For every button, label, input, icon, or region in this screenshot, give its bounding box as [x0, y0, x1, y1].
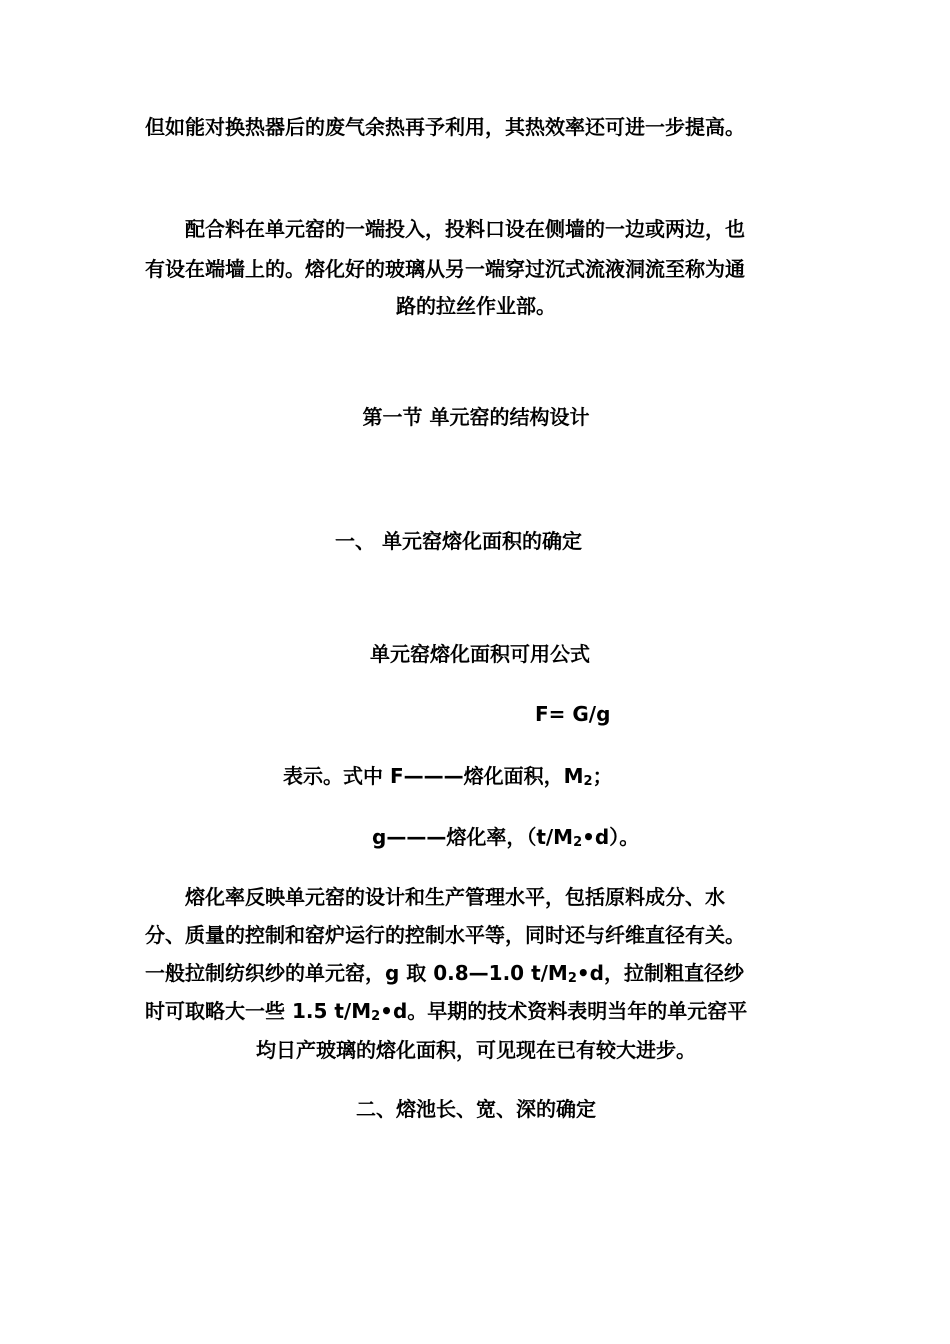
paragraph-line: 时可取略大一些 1.5 $t/M_2•d$。早期的技术资料表明当年的单元窑平	[145, 999, 748, 1024]
subsection-heading: 一、 单元窑熔化面积的确定	[335, 529, 582, 553]
paragraph-line: 路的拉丝作业部。	[396, 294, 556, 318]
paragraph-line: 有设在端墙上的。熔化好的玻璃从另一端穿过沉式流液洞流至称为通	[145, 257, 745, 281]
subsection-heading: 二、熔池长、宽、深的确定	[356, 1097, 596, 1121]
paragraph-line: 分、质量的控制和窑炉运行的控制水平等，同时还与纤维直径有关。	[145, 923, 745, 947]
paragraph-line: 熔化率反映单元窑的设计和生产管理水平，包括原料成分、水	[145, 885, 725, 909]
section-title: 第一节 单元窑的结构设计	[362, 405, 590, 429]
formula-variable-g: g———熔化率，$(t/M_2•d)$。	[372, 825, 640, 850]
paragraph-line: 配合料在单元窑的一端投入，投料口设在侧墙的一边或两边，也	[145, 217, 745, 241]
paragraph-line: 但如能对换热器后的废气余热再予利用，其热效率还可进一步提高。	[145, 115, 745, 139]
paragraph-line: 一般拉制纺织纱的单元窑，g 取 0.8—1.0 $t/M_2•d$，拉制粗直径纱	[145, 961, 744, 986]
formula: F= G/g	[535, 702, 611, 726]
formula-variable-f: 表示。式中 F———熔化面积，$M_2$；	[283, 764, 613, 789]
paragraph-line: 均日产玻璃的熔化面积，可见现在已有较大进步。	[256, 1038, 696, 1062]
formula-intro: 单元窑熔化面积可用公式	[370, 642, 590, 666]
